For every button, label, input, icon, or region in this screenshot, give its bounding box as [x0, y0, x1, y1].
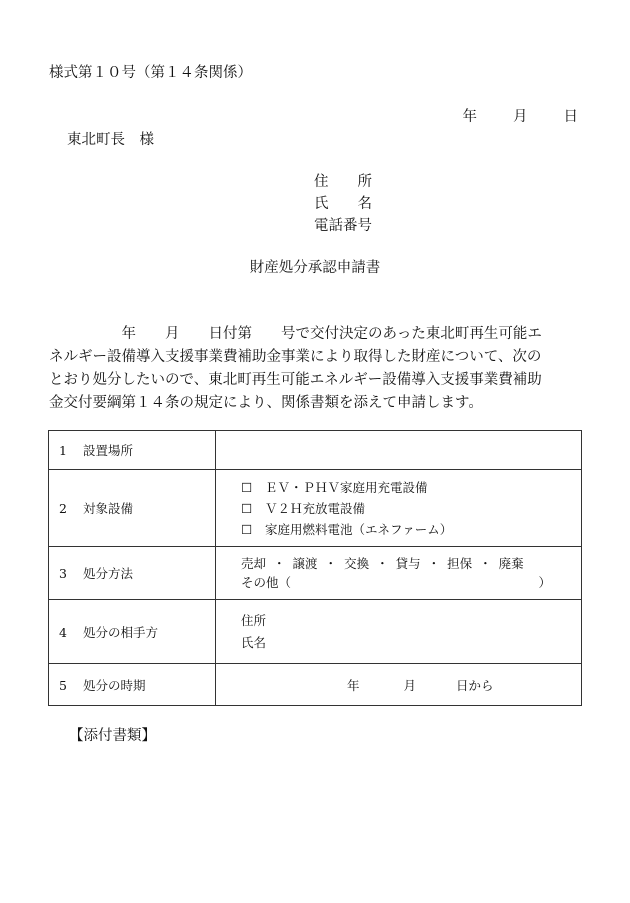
row-label-timing: 5 処分の時期: [49, 664, 216, 706]
method-disposal[interactable]: 廃棄: [498, 556, 524, 571]
body-line: とおり処分したいので、東北町再生可能エネルギー設備導入支援事業費補助: [49, 372, 542, 388]
equipment-options: [216, 470, 582, 547]
partner-address-label: 住所: [241, 612, 267, 628]
row-label-location: 1 設置場所: [49, 431, 216, 470]
method-list: 売却 ・ 譲渡 ・ 交換 ・ 貸与 ・ 担保 ・ 廃棄: [241, 556, 524, 571]
table-row: [49, 600, 582, 664]
application-table: [48, 430, 582, 706]
method-sale[interactable]: 売却: [241, 556, 267, 571]
timing-field[interactable]: [216, 664, 582, 706]
attachments-heading: 【添付書類】: [69, 728, 156, 744]
body-line: 年 月 日付第 号で交付決定のあった東北町再生可能エ: [49, 326, 542, 342]
equipment-option-v2h[interactable]: ☐ Ｖ２Ｈ充放電設備: [241, 498, 581, 519]
timing-year: 年: [347, 677, 360, 693]
timing-day-from: 日から: [456, 677, 494, 693]
timing-month: 月: [403, 677, 417, 693]
date-year: 年: [462, 109, 477, 125]
method-transfer[interactable]: 譲渡: [292, 556, 318, 571]
partner-fields[interactable]: [216, 600, 582, 664]
table-row: [49, 431, 582, 470]
table-row: [49, 547, 582, 600]
table-row: [49, 664, 582, 706]
checkbox-icon[interactable]: ☐: [241, 500, 253, 516]
body-line: ネルギー設備導入支援事業費補助金事業により取得した財産について、次の: [49, 349, 542, 365]
checkbox-icon[interactable]: ☐: [241, 479, 253, 495]
date-month: 月: [513, 109, 528, 125]
method-options: [216, 547, 582, 600]
table-row: [49, 470, 582, 547]
equipment-option-ev[interactable]: ☐ ＥＶ・ＰＨＶ家庭用充電設備: [241, 477, 581, 498]
row-label-partner: 4 処分の相手方: [49, 600, 216, 664]
document-title: 財産処分承認申請書: [249, 260, 381, 276]
form-number: 様式第１０号（第１４条関係）: [49, 65, 252, 81]
method-exchange[interactable]: 交換: [344, 556, 370, 571]
method-lease[interactable]: 貸与: [395, 556, 421, 571]
row-label-method: 3 処分方法: [49, 547, 216, 600]
name-label: 氏 名: [314, 196, 372, 212]
method-other[interactable]: その他（ ）: [241, 575, 551, 590]
equipment-option-enefarm[interactable]: ☐ 家庭用燃料電池（エネファーム）: [241, 519, 581, 540]
body-line: 金交付要綱第１４条の規定により、関係書類を添えて申請します。: [49, 395, 483, 411]
phone-label: 電話番号: [314, 218, 372, 234]
body-paragraph: [49, 323, 584, 415]
address-label: 住 所: [314, 174, 372, 190]
checkbox-icon[interactable]: ☐: [241, 521, 253, 537]
date-line: [463, 110, 579, 125]
date-day: 日: [563, 109, 578, 125]
row-label-equipment: 2 対象設備: [49, 470, 216, 547]
recipient: 東北町長 様: [67, 132, 154, 148]
applicant-block: [314, 175, 372, 241]
location-field[interactable]: [216, 431, 582, 470]
method-collateral[interactable]: 担保: [447, 556, 473, 571]
partner-name-label: 氏名: [241, 634, 267, 650]
